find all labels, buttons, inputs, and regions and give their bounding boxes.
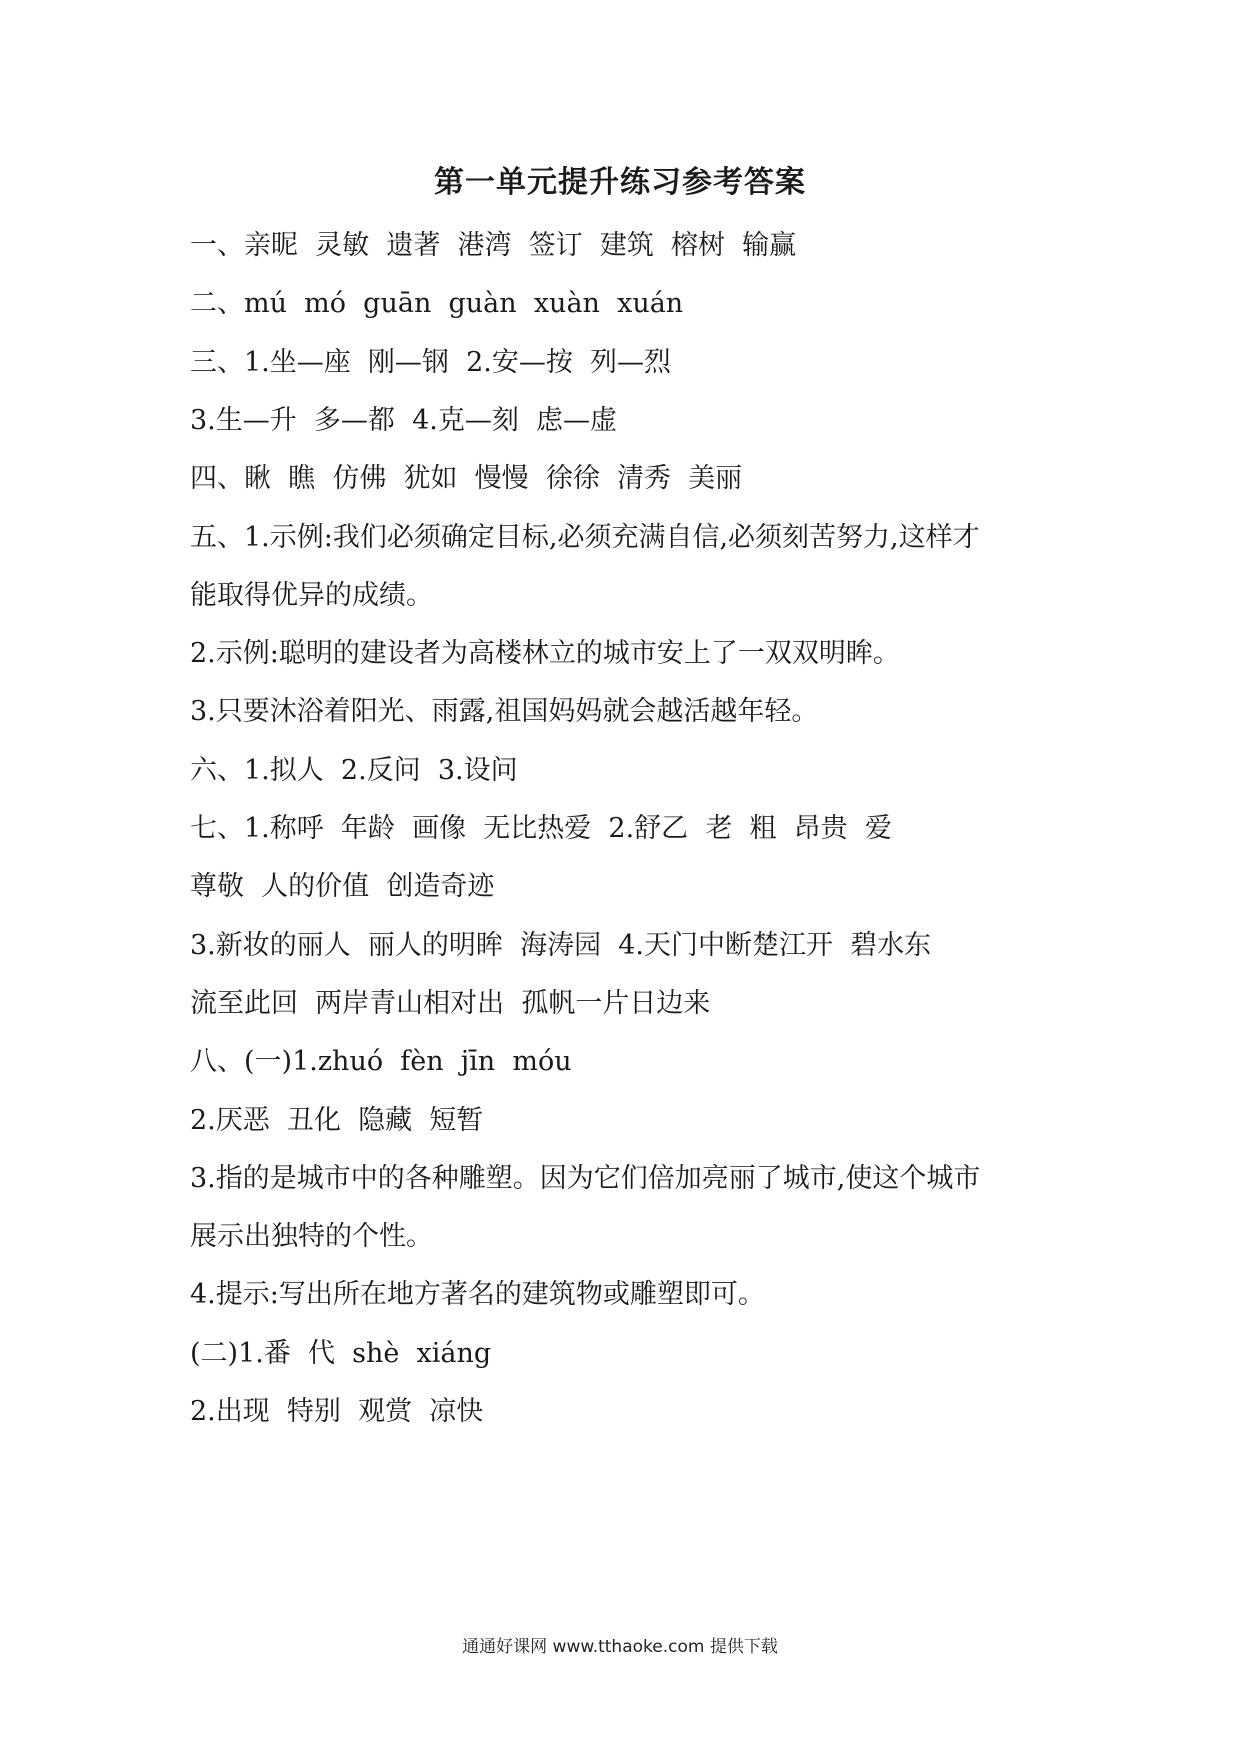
footer-credit: 通通好课网 www.tthaoke.com 提供下载 xyxy=(462,1637,778,1657)
answer-line: 3.指的是城市中的各种雕塑。因为它们倍加亮丽了城市,使这个城市 xyxy=(190,1163,981,1194)
answer-line: 2.厌恶 丑化 隐藏 短暂 xyxy=(190,1105,484,1136)
answer-line: (二)1.番 代 shè xiáng xyxy=(190,1338,492,1369)
page-title: 第一单元提升练习参考答案 xyxy=(434,165,806,200)
answer-line: 能取得优异的成绩。 xyxy=(190,580,433,611)
answer-line: 3.只要沐浴着阳光、雨露,祖国妈妈就会越活越年轻。 xyxy=(190,696,819,727)
answer-line: 四、瞅 瞧 仿佛 犹如 慢慢 徐徐 清秀 美丽 xyxy=(190,463,743,494)
answer-line: 流至此回 两岸青山相对出 孤帆一片日边来 xyxy=(190,988,711,1019)
answer-line: 尊敬 人的价值 创造奇迹 xyxy=(190,871,495,902)
answer-line: 二、mú mó guān guàn xuàn xuán xyxy=(190,288,684,319)
answer-line: 3.新妆的丽人 丽人的明眸 海涛园 4.天门中断楚江开 碧水东 xyxy=(190,930,932,961)
answer-line: 六、1.拟人 2.反问 3.设问 xyxy=(190,755,518,786)
answer-line: 一、亲昵 灵敏 遗著 港湾 签订 建筑 榕树 输赢 xyxy=(190,230,797,261)
answer-line: 五、1.示例:我们必须确定目标,必须充满自信,必须刻苦努力,这样才 xyxy=(190,522,980,553)
answer-line: 2.出现 特别 观赏 凉快 xyxy=(190,1396,484,1427)
answer-line: 八、(一)1.zhuó fèn jīn móu xyxy=(190,1046,572,1077)
answer-line: 展示出独特的个性。 xyxy=(190,1221,433,1252)
answer-line: 4.提示:写出所在地方著名的建筑物或雕塑即可。 xyxy=(190,1279,765,1310)
answer-line: 2.示例:聪明的建设者为高楼林立的城市安上了一双双明眸。 xyxy=(190,638,900,669)
answer-line: 七、1.称呼 年龄 画像 无比热爱 2.舒乙 老 粗 昂贵 爱 xyxy=(190,813,892,844)
answer-line: 三、1.坐—座 刚—钢 2.安—按 列—烈 xyxy=(190,347,672,378)
answer-line: 3.生—升 多—都 4.克—刻 虑—虚 xyxy=(190,405,618,436)
